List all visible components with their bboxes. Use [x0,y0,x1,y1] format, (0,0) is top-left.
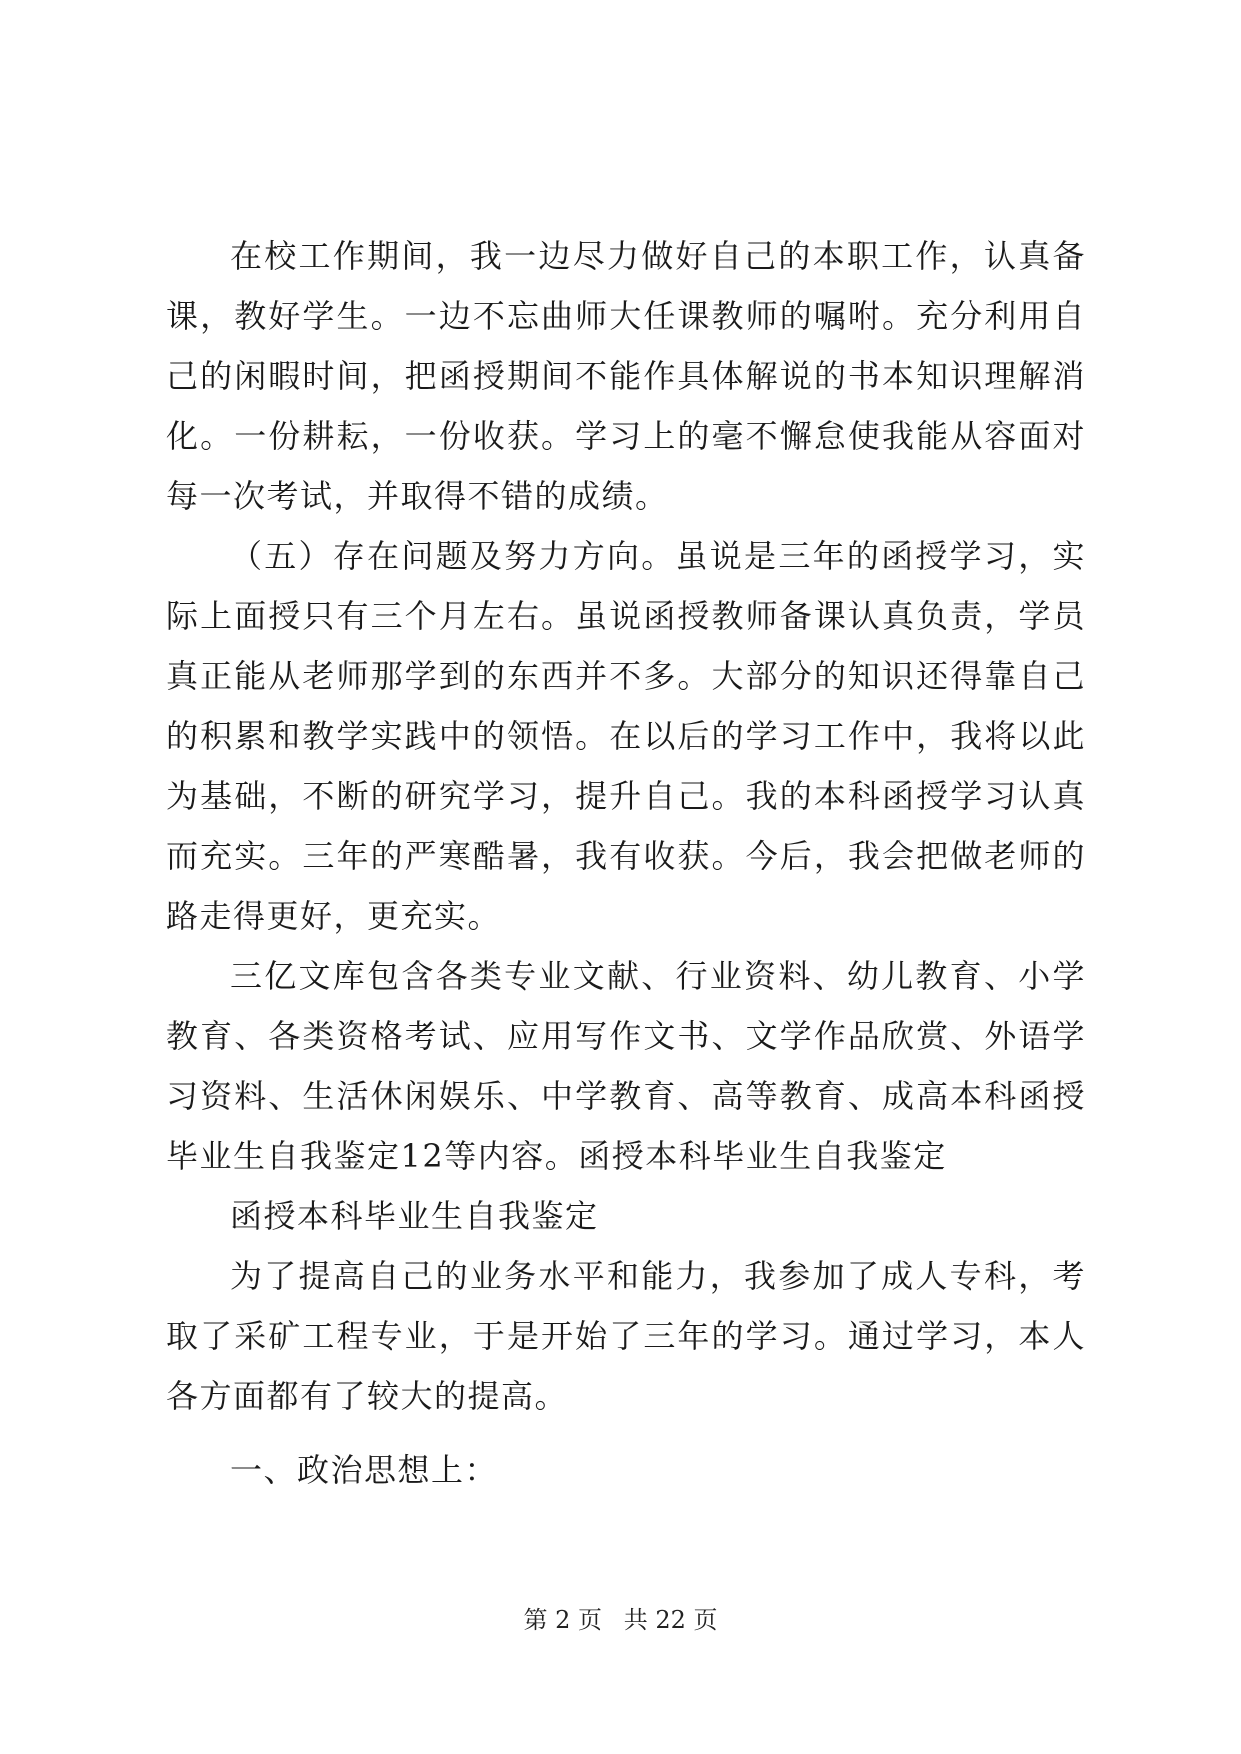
page-number: 第 2 页 [523,1606,603,1634]
paragraph-title-repeat: 函授本科毕业生自我鉴定 [230,1197,599,1235]
page-footer [0,1604,1241,1636]
section-heading-political: 一、政治思想上： [230,1451,499,1489]
document-body [166,226,1086,1500]
paragraph-library-description: 三亿文库包含各类专业文献、行业资料、幼儿教育、小学教育、各类资格考试、应用写作文书、文学作品欣赏、外语学习资料、生活休闲娱乐、中学教育、高等教育、成高本科函授毕业生自我鉴定12等内容。函授本科毕业生自我鉴定 [166,957,1086,1175]
paragraph-problems-direction: （五）存在问题及努力方向。虽说是三年的函授学习，实际上面授只有三个月左右。虽说函授教师备课认真负责，学员真正能从老师那学到的东西并不多。大部分的知识还得靠自己的积累和教学实践中的领悟。在以后的学习工作中，我将以此为基础，不断的研究学习，提升自己。我的本科函授学习认真而充实。三年的严寒酷暑，我有收获。今后，我会把做老师的路走得更好，更充实。 [166,537,1086,935]
paragraph-school-work: 在校工作期间，我一边尽力做好自己的本职工作，认真备课，教好学生。一边不忘曲师大任课教师的嘱咐。充分利用自己的闲暇时间，把函授期间不能作具体解说的书本知识理解消化。一份耕耘，一份收获。学习上的毫不懈怠使我能从容面对每一次考试，并取得不错的成绩。 [166,237,1086,515]
page-total: 共 22 页 [623,1606,718,1634]
paragraph-intro: 为了提高自己的业务水平和能力，我参加了成人专科，考取了采矿工程专业，于是开始了三年的学习。通过学习，本人各方面都有了较大的提高。 [166,1257,1086,1415]
